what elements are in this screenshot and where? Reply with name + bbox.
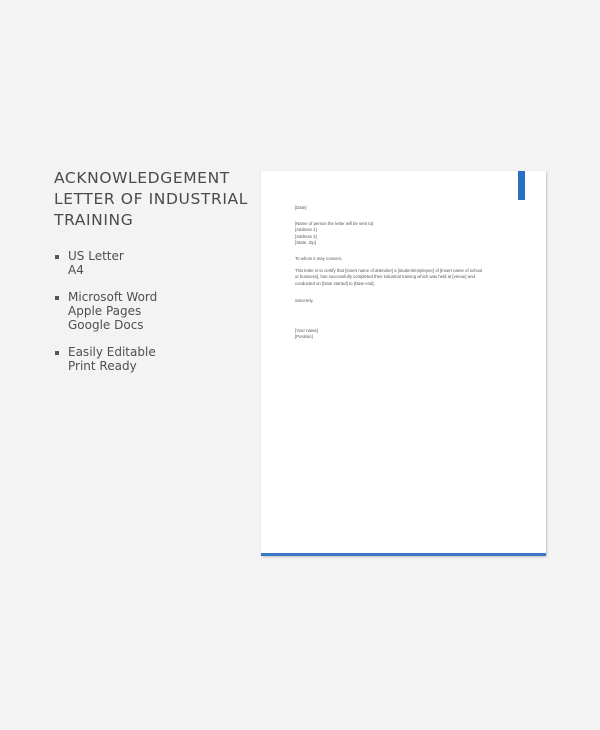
- feature-group-qualities: [54, 345, 254, 373]
- feature-item: Apple Pages: [68, 304, 142, 318]
- feature-item: US Letter: [68, 249, 124, 263]
- feature-item: Microsoft Word: [68, 290, 158, 304]
- recipient-line: [Address 1]: [295, 227, 317, 233]
- signature-position: [Position]: [295, 334, 313, 340]
- body-line: This letter is to certify that [Insert name of attendee] a [student/employee] of [Insert name of school: [295, 268, 483, 274]
- feature-group-apps: [54, 290, 254, 332]
- letter-date: [Date]: [295, 205, 307, 210]
- feature-item: Google Docs: [68, 318, 144, 332]
- closing: Sincerely,: [295, 297, 314, 303]
- accent-tab: [518, 171, 525, 200]
- product-info-panel: [54, 168, 254, 386]
- feature-list: [54, 249, 254, 373]
- title-line: LETTER OF INDUSTRIAL: [54, 190, 248, 208]
- signature-name: [Your name]: [295, 328, 319, 334]
- feature-item: Easily Editable: [68, 345, 156, 359]
- recipient-line: [Name of person the letter will be sent to]: [295, 221, 374, 227]
- bullet-icon: [55, 255, 59, 259]
- bullet-icon: [55, 351, 59, 355]
- recipient-line: [State, Zip]: [295, 239, 316, 245]
- bullet-icon: [55, 296, 59, 300]
- bottom-accent-bar: [261, 553, 546, 556]
- letter-body: [295, 205, 520, 340]
- body-line: conducted on [Date started] to [Date end].: [295, 280, 375, 286]
- title-line: TRAINING: [54, 211, 134, 229]
- feature-item: Print Ready: [68, 359, 137, 373]
- feature-item: A4: [68, 263, 84, 277]
- title-line: ACKNOWLEDGEMENT: [54, 169, 230, 187]
- product-title: [54, 168, 254, 231]
- body-line: or business], has successfully completed their industrial training which was held at [venue] and: [295, 274, 475, 280]
- feature-group-formats: [54, 249, 254, 277]
- letter-preview: [261, 171, 546, 556]
- recipient-line: [Address 2]: [295, 233, 317, 239]
- salutation: To whom it may concern,: [295, 256, 343, 262]
